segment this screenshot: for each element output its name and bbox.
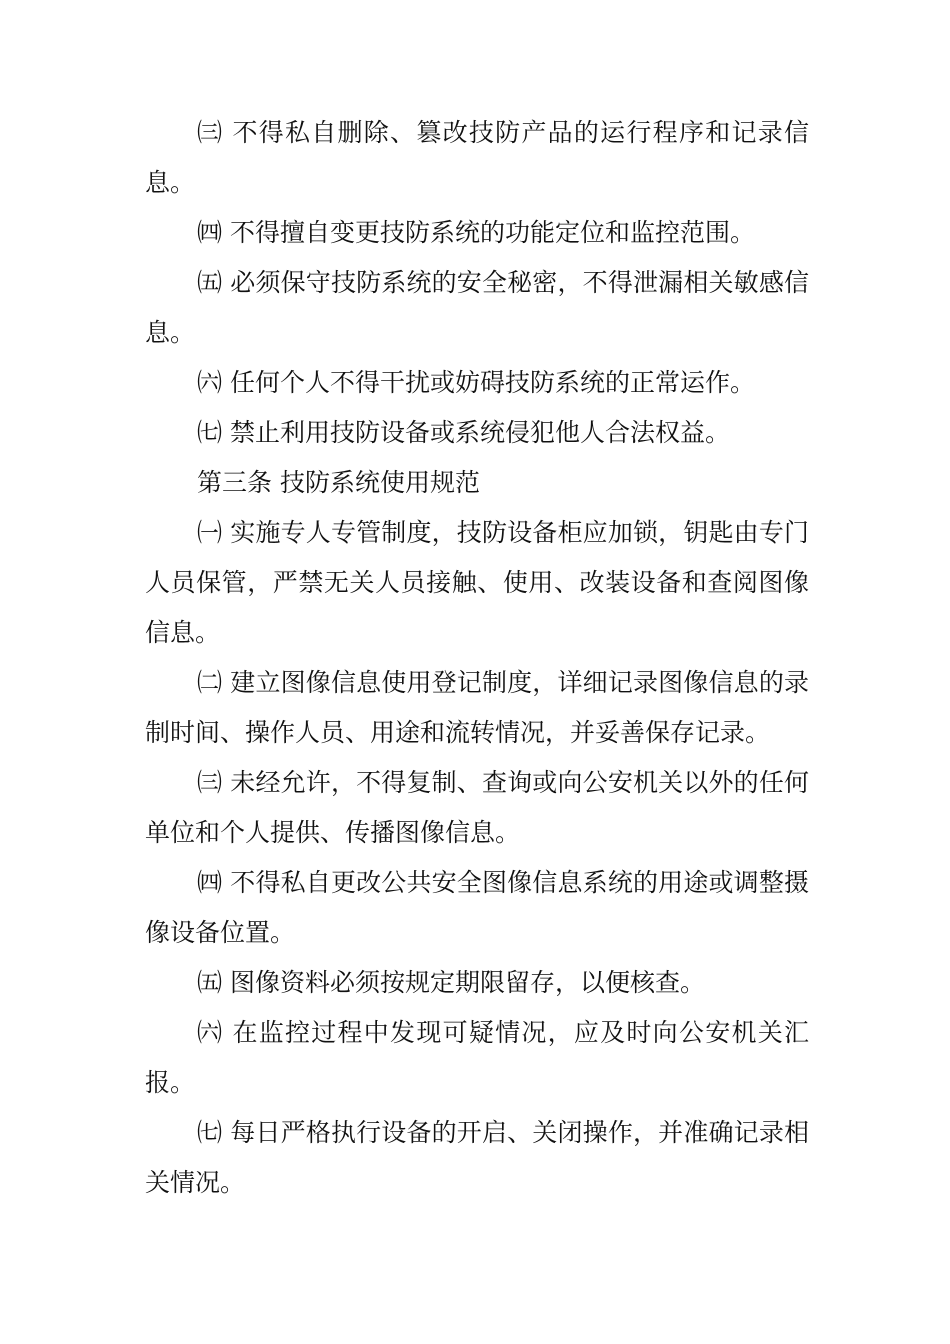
paragraph-usage-3: ㈢ 未经允许，不得复制、查询或向公安机关以外的任何单位和个人提供、传播图像信息。: [145, 768, 809, 847]
paragraph-item-4-scope: ㈣ 不得擅自变更技防系统的功能定位和监控范围。: [197, 218, 755, 247]
paragraph-usage-5: ㈤ 图像资料必须按规定期限留存，以便核查。: [197, 968, 705, 997]
paragraph-item-3-delete: ㈢ 不得私自删除、篡改技防产品的运行程序和记录信息。: [145, 118, 809, 197]
paragraph-item-7-rights: ㈦ 禁止利用技防设备或系统侵犯他人合法权益。: [197, 418, 730, 447]
paragraph-item-6-interference: ㈥ 任何个人不得干扰或妨碍技防系统的正常运作。: [197, 368, 755, 397]
section-heading-article-3: 第三条 技防系统使用规范: [197, 468, 480, 497]
paragraph-usage-4: ㈣ 不得私自更改公共安全图像信息系统的用途或调整摄像设备位置。: [145, 868, 809, 947]
document-body: [145, 108, 809, 1208]
paragraph-usage-1: ㈠ 实施专人专管制度，技防设备柜应加锁，钥匙由专门人员保管，严禁无关人员接触、使用、改装设备和查阅图像信息。: [145, 518, 809, 647]
paragraph-usage-6: ㈥ 在监控过程中发现可疑情况，应及时向公安机关汇报。: [145, 1018, 809, 1097]
paragraph-item-5-secrecy: ㈤ 必须保守技防系统的安全秘密，不得泄漏相关敏感信息。: [145, 268, 809, 347]
paragraph-usage-2: ㈡ 建立图像信息使用登记制度，详细记录图像信息的录制时间、操作人员、用途和流转情况，并妥善保存记录。: [145, 668, 809, 747]
paragraph-usage-7: ㈦ 每日严格执行设备的开启、关闭操作，并准确记录相关情况。: [145, 1118, 809, 1197]
